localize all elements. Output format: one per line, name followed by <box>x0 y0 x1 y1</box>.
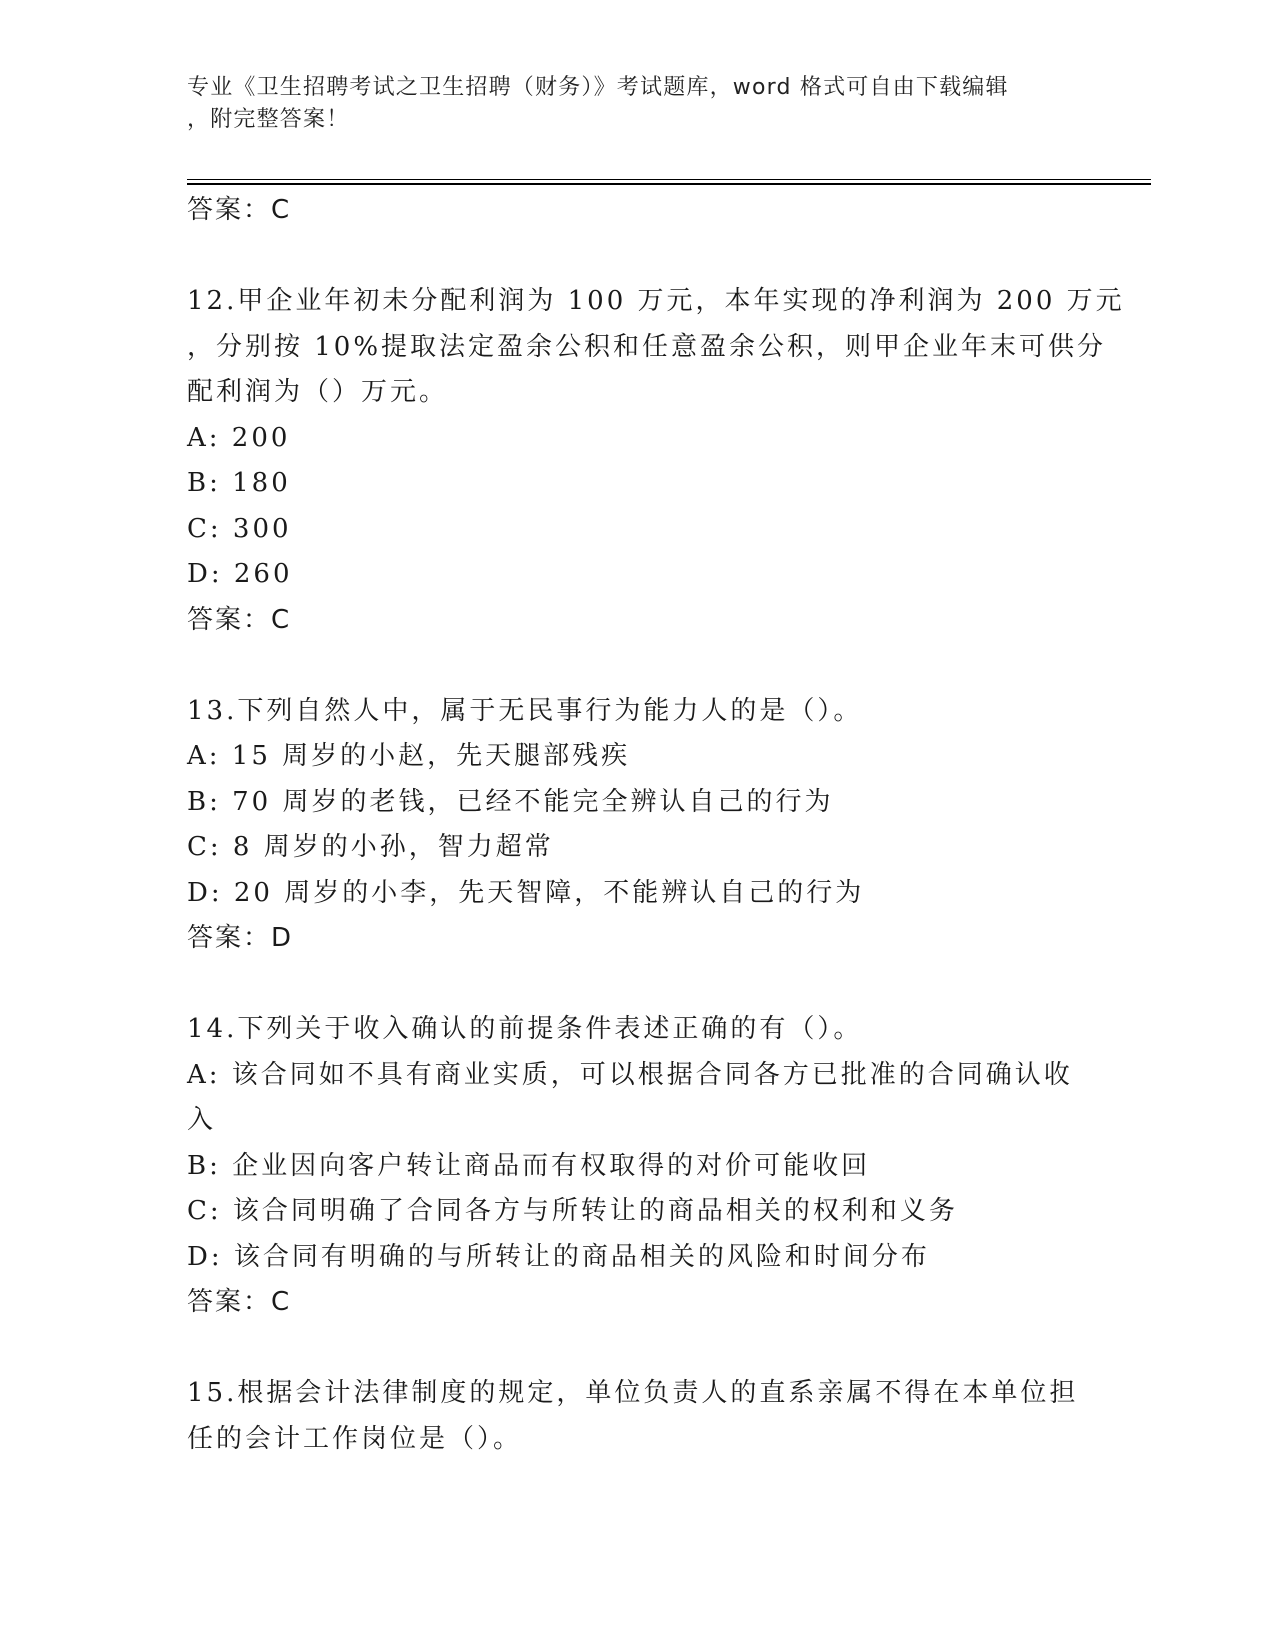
question-14-option-d: D: 该合同有明确的与所转让的商品相关的风险和时间分布 <box>187 1241 930 1272</box>
spacer <box>187 234 1087 280</box>
spacer <box>187 643 1087 689</box>
header-divider-thick <box>187 183 1151 185</box>
answer-line: 答案：C <box>187 195 292 225</box>
question-12-option-c: C: 300 <box>187 513 292 544</box>
question-13-option-c: C: 8 周岁的小孙，智力超常 <box>187 832 554 862</box>
header-divider-thin <box>187 179 1151 180</box>
question-12-text: 配利润为（）万元。 <box>187 377 449 407</box>
header-line: ，附完整答案！ <box>187 107 350 132</box>
spacer <box>187 962 1087 1008</box>
question-14-option-c: C: 该合同明确了合同各方与所转让的商品相关的权利和义务 <box>187 1196 958 1226</box>
question-14-answer: 答案：C <box>187 1287 292 1317</box>
question-14-text: 14.下列关于收入确认的前提条件表述正确的有（）。 <box>187 1014 863 1044</box>
question-15-text: 15.根据会计法律制度的规定，单位负责人的直系亲属不得在本单位担 <box>187 1378 1079 1408</box>
question-12-option-b: B: 180 <box>187 468 291 498</box>
question-15-text: 任的会计工作岗位是（）。 <box>187 1423 523 1454</box>
question-14-option-b: B: 企业因向客户转让商品而有权取得的对价可能收回 <box>187 1150 871 1181</box>
question-13-option-d: D: 20 周岁的小李，先天智障，不能辨认自己的行为 <box>187 877 865 908</box>
question-12-text: 12.甲企业年初未分配利润为 100 万元，本年实现的净利润为 200 万元 <box>187 286 1125 316</box>
question-14-option-a: A: 该合同如不具有商业实质，可以根据合同各方已批准的合同确认收 <box>187 1059 1073 1090</box>
question-list <box>187 188 1125 1462</box>
question-13-option-b: B: 70 周岁的老钱，已经不能完全辨认自己的行为 <box>187 786 834 817</box>
question-13-text: 13.下列自然人中，属于无民事行为能力人的是（）。 <box>187 695 863 726</box>
spacer <box>187 1326 1087 1372</box>
question-12-option-d: D: 260 <box>187 559 293 589</box>
header-line: 专业《卫生招聘考试之卫生招聘（财务）》考试题库，word 格式可自由下载编辑 <box>187 75 1009 100</box>
question-14-option-a-continued: 入 <box>187 1105 217 1135</box>
question-13-option-a: A: 15 周岁的小赵，先天腿部残疾 <box>187 741 631 771</box>
question-12-text: ，分别按 10%提取法定盈余公积和任意盈余公积，则甲企业年末可供分 <box>187 331 1107 362</box>
question-13-answer: 答案：D <box>187 923 294 953</box>
page-header <box>187 72 1067 136</box>
question-12-option-a: A: 200 <box>187 422 291 453</box>
question-12-answer: 答案：C <box>187 604 292 635</box>
